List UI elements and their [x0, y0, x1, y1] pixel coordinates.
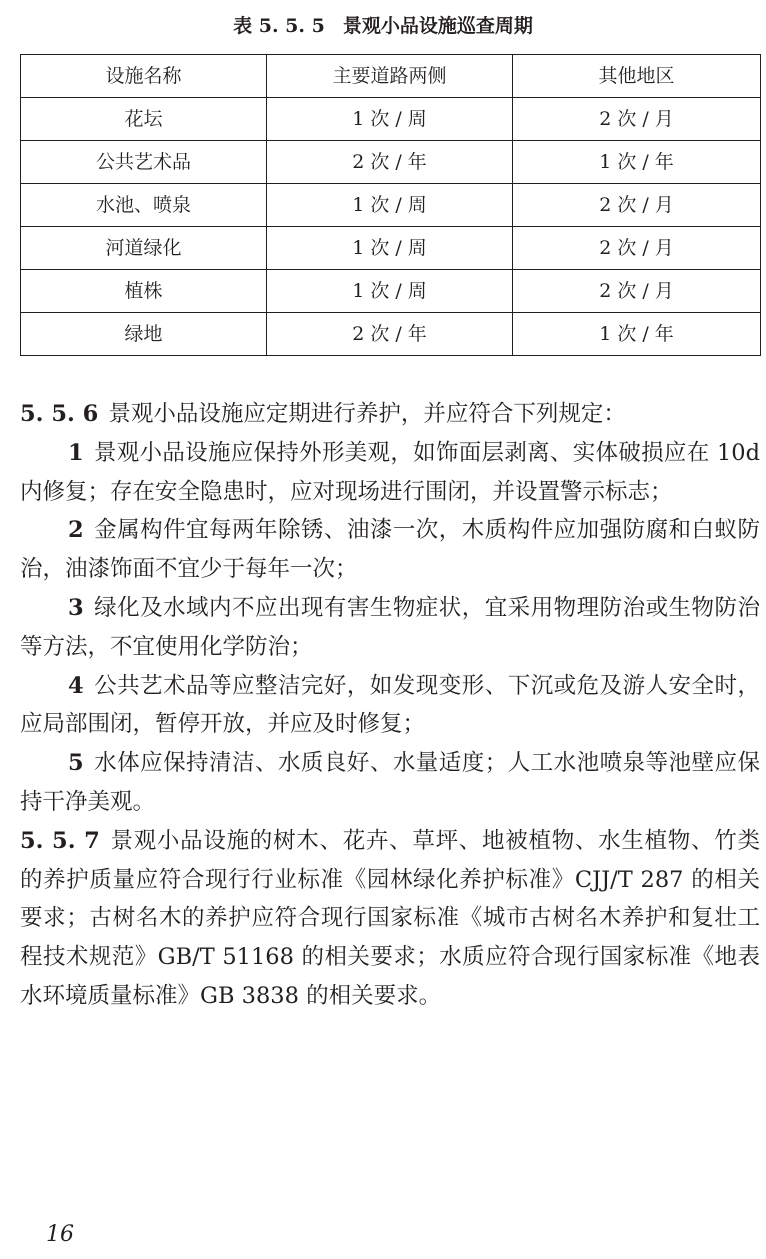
item-text: 景观小品设施应保持外形美观，如饰面层剥离、实体破损应在 10d 内修复；存在安全隐患时，应对现场进行围闭，并设置警示标志；	[20, 439, 760, 505]
table-row	[21, 98, 761, 141]
item-number: 1	[68, 439, 84, 466]
item-text: 水体应保持清洁、水质良好、水量适度；人工水池喷泉等池壁应保持干净美观。	[20, 750, 760, 815]
table-cell: 水池、喷泉	[21, 184, 267, 227]
table-cell: 2 次 / 月	[513, 270, 761, 313]
table-cell: 2 次 / 月	[513, 184, 761, 227]
table-cell: 2 次 / 年	[267, 313, 513, 356]
header-facility-name: 设施名称	[21, 55, 267, 98]
table-cell: 1 次 / 年	[513, 141, 761, 184]
header-other-areas: 其他地区	[513, 55, 761, 98]
list-item	[20, 434, 760, 512]
clause-5-5-7	[20, 822, 760, 1016]
table-caption	[0, 12, 766, 40]
table-cell: 1 次 / 周	[267, 98, 513, 141]
table-row	[21, 184, 761, 227]
table-cell: 2 次 / 年	[267, 141, 513, 184]
table-cell: 河道绿化	[21, 227, 267, 270]
clause-text: 景观小品设施应定期进行养护，并应符合下列规定：	[108, 401, 626, 427]
list-item	[20, 511, 760, 589]
table-cell: 2 次 / 月	[513, 227, 761, 270]
clause-number: 5. 5. 7	[20, 827, 100, 854]
item-text: 金属构件宜每两年除锈、油漆一次，木质构件应加强防腐和白蚁防治，油漆饰面不宜少于每年一次；	[20, 517, 760, 583]
list-item	[20, 744, 760, 822]
list-item	[20, 589, 760, 667]
table-cell: 1 次 / 周	[267, 270, 513, 313]
clause-text: 景观小品设施的树木、花卉、草坪、地被植物、水生植物、竹类的养护质量应符合现行行业标准《园林绿化养护标准》CJJ/T 287 的相关要求；古树名木的养护应符合现行国家标准《城市古树名木养护和复壮工程技术规范》GB/T 51168 的相关要求；水质应符合现行国家标准《地表水环境质量标准》GB 3838 的相关要求。	[20, 827, 760, 1009]
item-number: 5	[68, 750, 84, 777]
table-row	[21, 141, 761, 184]
table-cell: 花坛	[21, 98, 267, 141]
item-text: 公共艺术品等应整洁完好，如发现变形、下沉或危及游人安全时，应局部围闭，暂停开放，并应及时修复；	[20, 672, 760, 738]
clause-number: 5. 5. 6	[20, 401, 99, 427]
table-cell: 2 次 / 月	[513, 98, 761, 141]
table-row	[21, 270, 761, 313]
clause-5-5-6	[20, 395, 760, 434]
item-number: 2	[68, 517, 84, 544]
table-number: 表 5. 5. 5	[233, 15, 325, 37]
header-main-roads: 主要道路两侧	[267, 55, 513, 98]
table-title: 景观小品设施巡查周期	[342, 15, 533, 37]
table-cell: 1 次 / 年	[513, 313, 761, 356]
table-cell: 1 次 / 周	[267, 184, 513, 227]
table-cell: 1 次 / 周	[267, 227, 513, 270]
item-number: 3	[68, 594, 84, 621]
body-text	[20, 395, 760, 1016]
item-number: 4	[68, 672, 84, 699]
page-number: 16	[46, 1222, 74, 1247]
table-cell: 绿地	[21, 313, 267, 356]
list-item	[20, 667, 760, 745]
table-header-row	[21, 55, 761, 98]
table-cell: 公共艺术品	[21, 141, 267, 184]
inspection-cycle-table	[20, 54, 761, 356]
table-row	[21, 227, 761, 270]
item-text: 绿化及水域内不应出现有害生物症状，宜采用物理防治或生物防治等方法，不宜使用化学防治；	[20, 594, 760, 660]
table-row	[21, 313, 761, 356]
table-cell: 植株	[21, 270, 267, 313]
